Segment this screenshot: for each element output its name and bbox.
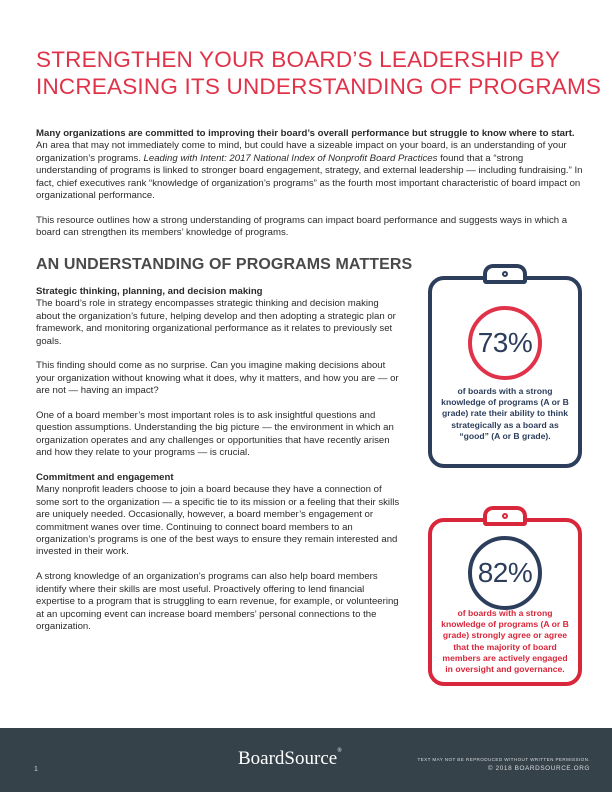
stat-description: of boards with a strong knowledge of programs (A or B grade) strongly agree or agree that the majority of board members are actively engaged in oversight and governance. (441, 608, 569, 675)
intro-text-1: An area that may not immediately come to mind, but could have a sizeable impact on your board, is an understanding of your organization’s programs. (36, 140, 567, 164)
strategy-paragraph-2: This finding should come as no surprise. Can you imagine making decisions about your organization without knowing what it does, why it matters, and how you are — or are not — having an impact? (36, 360, 399, 397)
clipboard-clip-icon (483, 264, 527, 284)
stat-clipboard-engagement (428, 518, 582, 686)
clipboard-clip-icon (483, 506, 527, 526)
stat-value: 82% (477, 557, 533, 588)
main-body-column (36, 286, 400, 646)
reproduction-notice: TEXT MAY NOT BE REPRODUCED WITHOUT WRITTEN PERMISSION. (417, 757, 590, 762)
intro-bold-lead: Many organizations are committed to improving their board’s overall performance but struggle to know where to start. (36, 128, 575, 139)
intro-paragraph (36, 128, 584, 202)
page-title-line-1: STRENGTHEN YOUR BOARD’S LEADERSHIP BY (36, 47, 561, 72)
intro-report-title: Leading with Intent: 2017 National Index of Nonprofit Board Practices (143, 152, 438, 164)
engagement-heading: Commitment and engagement (36, 472, 174, 484)
engagement-paragraph-1: Many nonprofit leaders choose to join a board because they have a connection of some sort to the organization — a specific tie to its mission or a feeling that their skills are uniquely needed. Occasionally, however, a board member’s engagement or commitment wanes over time. Continuing to connect board members to an organization’s programs is one of the best ways to ensure they remain interested and invested in their work. (36, 484, 400, 558)
page-footer (0, 728, 612, 792)
stat-clipboard-strategy (428, 276, 582, 468)
logo-text: BoardSource (238, 748, 338, 769)
boardsource-logo (238, 748, 342, 770)
page-title-line-2: INCREASING ITS UNDERSTANDING OF PROGRAMS (36, 74, 602, 99)
strategy-heading: Strategic thinking, planning, and decision making (36, 286, 263, 297)
strategy-paragraph-3: One of a board member’s most important roles is to ask insightful questions and question assumptions. Understanding the big picture — the environment in which an organization operates and any challenges or opportunities that have recently arisen and how they relate to your programs — is crucial. (36, 410, 394, 459)
engagement-paragraph-2: A strong knowledge of an organization’s programs can also help board members identify where their skills are most useful. Proactively offering to lend financial expertise to a program that is struggling to earn revenue, for example, or volunteering at an upcoming event can increase board members’ personal connections to the organization. (36, 571, 399, 632)
stat-description: of boards with a strong knowledge of programs (A or B grade) rate their ability to think strategically as a board as “good” (A or B grade). (441, 386, 569, 441)
copyright-link[interactable]: © 2018 BOARDSOURCE.ORG (487, 765, 590, 772)
resource-overview-paragraph: This resource outlines how a strong understanding of programs can impact board performance and suggests ways in which a board can strengthen its members’ knowledge of programs. (36, 215, 568, 239)
page-number: 1 (34, 766, 38, 773)
stat-circle (468, 536, 542, 610)
stat-circle (468, 306, 542, 380)
section-title: AN UNDERSTANDING OF PROGRAMS MATTERS (36, 256, 413, 273)
registered-mark: ® (337, 748, 342, 754)
strategy-paragraph-1: The board’s role in strategy encompasses strategic thinking and decision making about the organization’s future, helping develop and then adopting a strategic plan or framework, and monitoring organizational performance as it relates to previously set goals. (36, 298, 396, 347)
intro-text-2: found that a “strong understanding of programs is linked to stronger board engagement, strategy, and external leadership — including fundraising.” In fact, chief executives rank “knowledge of organization’s programs” as the fourth most important characteristic of board impact on organizational performance. (36, 152, 583, 202)
stat-value: 73% (477, 327, 533, 358)
page-title (36, 46, 602, 100)
